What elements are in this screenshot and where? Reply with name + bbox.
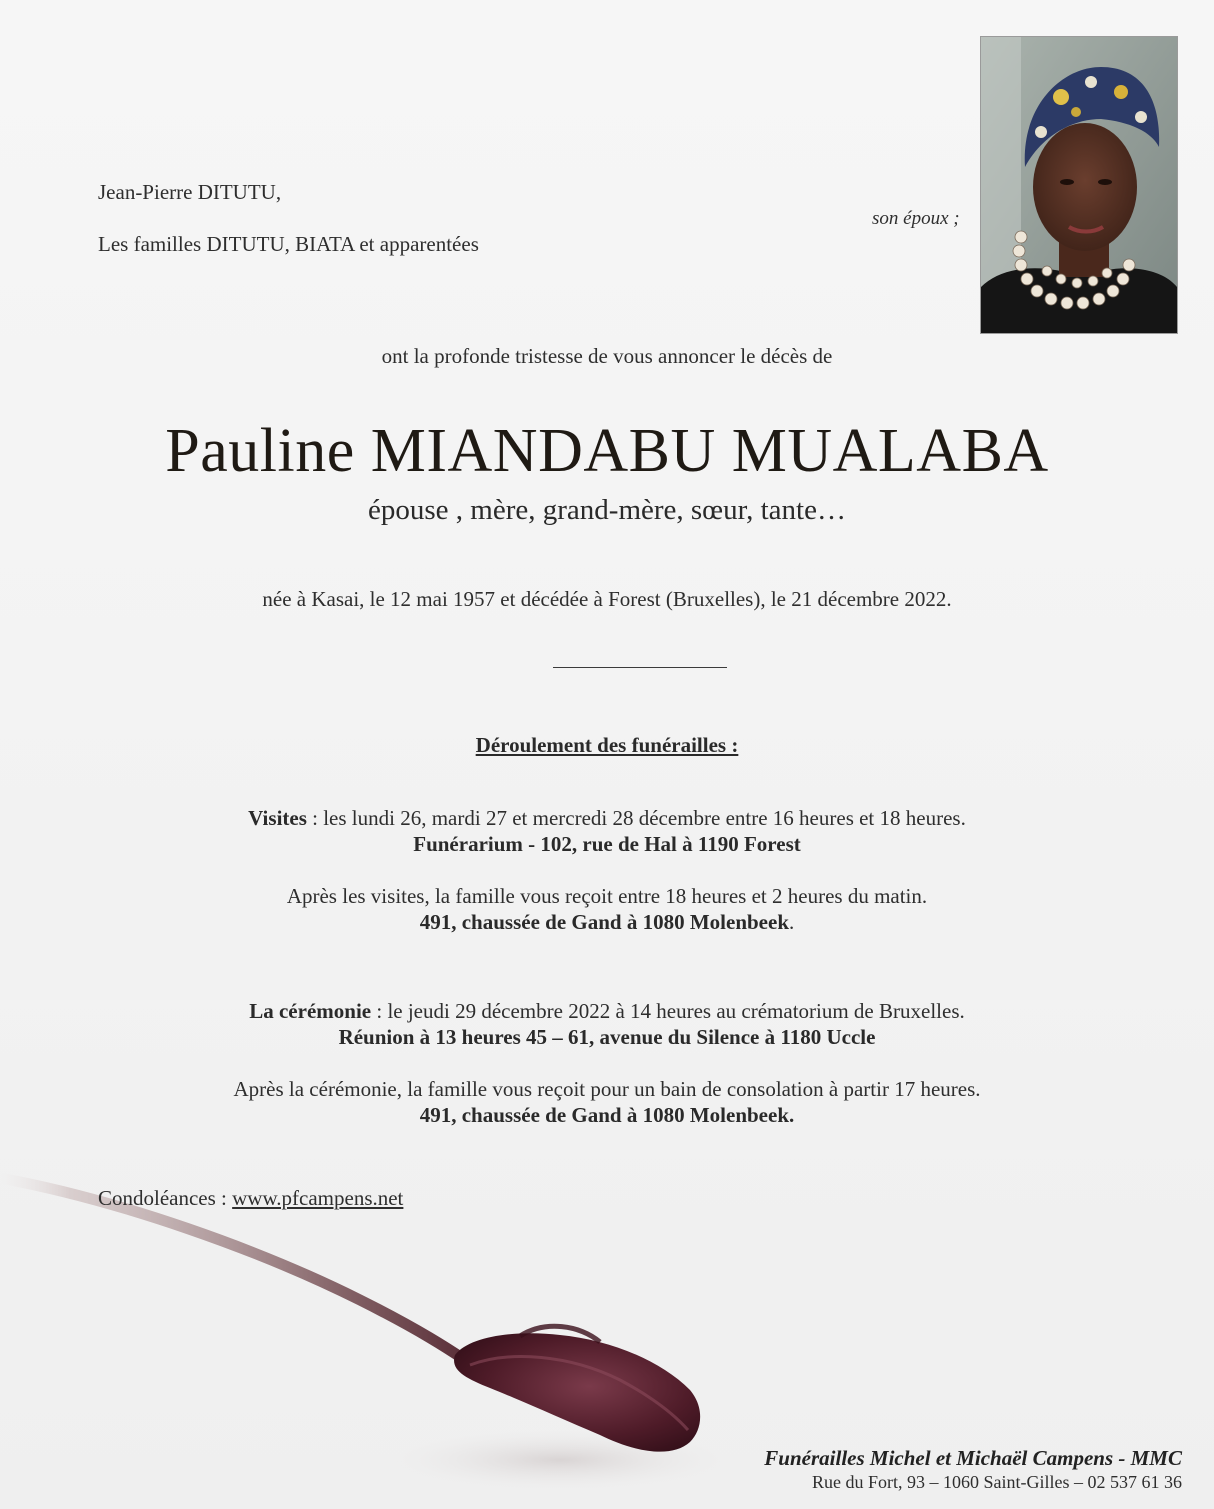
- visits-text: : les lundi 26, mardi 27 et mercredi 28 décembre entre 16 heures et 18 heures.: [306, 806, 966, 830]
- after-visits-text: Après les visites, la famille vous reçoit entre 18 heures et 2 heures du matin.: [286, 884, 928, 908]
- condolences-link[interactable]: www.pfcampens.net: [232, 1186, 404, 1210]
- ceremony-text: : le jeudi 29 décembre 2022 à 14 heures au crématorium de Bruxelles.: [371, 999, 965, 1023]
- visits-place: Funérarium - 102, rue de Hal à 1190 Forest: [413, 832, 801, 856]
- announcement-text: ont la profonde tristesse de vous annoncer le décès de: [381, 344, 833, 368]
- portrait-photo: [980, 36, 1178, 334]
- funeral-home-name: Funérailles Michel et Michaël Campens - MMC: [764, 1446, 1182, 1470]
- after-visits-period: .: [789, 910, 795, 934]
- funeral-heading: Déroulement des funérailles :: [475, 733, 739, 757]
- family-line-families: Les familles DITUTU, BIATA et apparentées: [98, 232, 479, 256]
- after-ceremony-place: 491, chaussée de Gand à 1080 Molenbeek.: [419, 1103, 795, 1127]
- spouse-relation-note: son époux ;: [872, 208, 960, 229]
- deceased-name: Pauline MIANDABU MUALABA: [165, 417, 1049, 485]
- ceremony-place: Réunion à 13 heures 45 – 61, avenue du Silence à 1180 Uccle: [338, 1025, 876, 1049]
- visits-block: [0, 805, 1214, 857]
- ceremony-line: [0, 998, 1214, 1024]
- visits-line: [0, 805, 1214, 831]
- ceremony-block: [0, 998, 1214, 1050]
- family-line-spouse: Jean-Pierre DITUTU,: [98, 180, 282, 204]
- after-ceremony-block: [0, 1076, 1214, 1128]
- birth-death-dates: née à Kasai, le 12 mai 1957 et décédée à Forest (Bruxelles), le 21 décembre 2022.: [262, 587, 952, 611]
- visits-label: Visites: [248, 806, 307, 830]
- calla-lily-illustration: [0, 1160, 720, 1509]
- funeral-home-address: Rue du Fort, 93 – 1060 Saint-Gilles – 02 537 61 36: [812, 1472, 1182, 1492]
- deceased-roles: épouse , mère, grand-mère, sœur, tante…: [368, 494, 846, 526]
- condolences-line: [98, 1186, 403, 1211]
- separator-rule: [553, 667, 727, 668]
- ceremony-label: La cérémonie: [249, 999, 372, 1023]
- after-visits-block: [0, 883, 1214, 935]
- after-visits-place: 491, chaussée de Gand à 1080 Molenbeek: [419, 910, 789, 934]
- condolences-label: Condoléances :: [98, 1186, 233, 1210]
- after-ceremony-text: Après la cérémonie, la famille vous reçoit pour un bain de consolation à partir 17 heures.: [233, 1077, 981, 1101]
